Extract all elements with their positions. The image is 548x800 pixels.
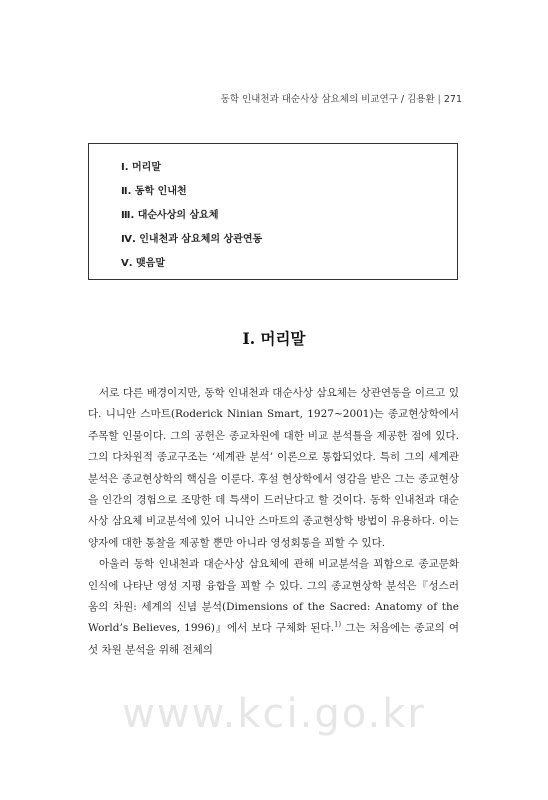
footnote-marker[interactable]: 1) (333, 620, 342, 629)
paragraph: 서로 다른 배경이지만, 동학 인내천과 대순사상 삼요체는 상관연동을 이르고 있다. 니니안 스마트(Roderick Ninian Smart, 1927~2001)는 종교현상학에서 주목할 인물이다. 그의 공헌은 종교차원에 대한 비교 분석틀을 제공한 점에 있다. 그의 다차원적 종교구조는 ‘세계관 분석’ 이론으로 통합되었다. 특히 그의 세계관 분석은 종교현상학의 핵심을 이룬다. 후설 현상학에서 영감을 받은 그는 종교현상을 인간의 경험으로 조망한 데 특색이 드러난다고 할 것이다. 동학 인내천과 대순사상 삼요체 비교분석에 있어 니니안 스마트의 종교현상학 방법이 유용하다. 이는 양자에 대한 통찰을 제공할 뿐만 아니라 영성회통을 꾀할 수 있다. (88, 387, 459, 549)
running-title: 동학 인내천과 대순사상 삼요체의 비교연구 / 김용환 (220, 94, 435, 105)
section-title: Ⅰ. 머리말 (242, 329, 306, 348)
toc-item: Ⅰ. 머리말 (121, 162, 161, 173)
page-number: 271 (443, 94, 462, 105)
watermark: www.kci.go.kr (122, 691, 426, 737)
running-header (221, 91, 462, 105)
toc-item: Ⅱ. 동학 인내천 (121, 186, 187, 197)
toc-item: Ⅲ. 대순사상의 삼요체 (121, 210, 219, 221)
header-separator: | (437, 94, 441, 105)
toc-item: Ⅳ. 인내천과 삼요체의 상관연동 (121, 234, 263, 245)
paragraph-text-tail: 그는 처음에는 종교의 여섯 차원 분석을 위해 전체의 (88, 622, 460, 656)
table-of-contents (88, 143, 458, 280)
toc-item: Ⅴ. 맺음말 (121, 258, 165, 269)
toc-list (121, 160, 262, 280)
paragraph-text: 아울러 동학 인내천과 대순사상 삼요체에 관해 비교분석을 꾀함으로 종교문화 인식에 나타난 영성 지평 융합을 꾀할 수 있다. 그의 종교현상학 분석은『성스러움의 차원: 세계의 신념 분석(Dimensions of the Sacred: Anatomy of the World’s Believes, 1996)』에서 보다 구체화 된다. (88, 558, 459, 635)
paragraph (88, 554, 459, 661)
body-text (88, 383, 459, 661)
